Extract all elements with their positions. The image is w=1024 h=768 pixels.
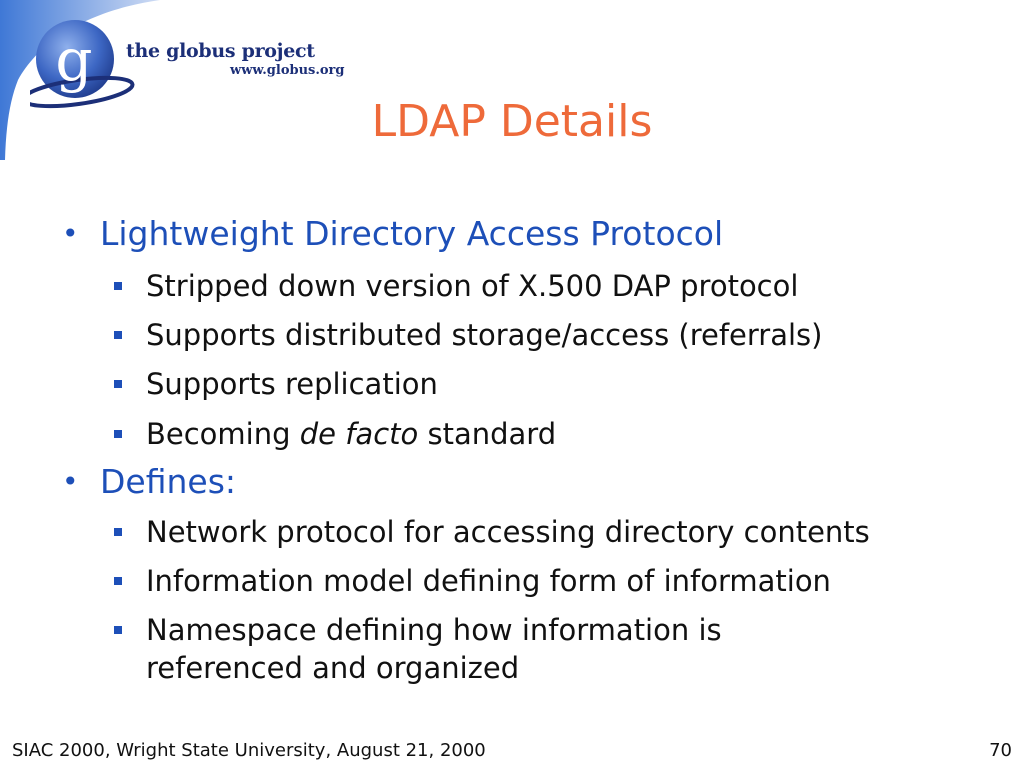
sub-bullet-text-line2: referenced and organized bbox=[146, 651, 520, 685]
sub-bullet-distributed-storage bbox=[146, 316, 822, 354]
bullet-lightweight-directory-access-protocol bbox=[62, 214, 724, 254]
sub-bullet-information-model bbox=[146, 562, 831, 600]
page-number: 70 bbox=[989, 740, 1012, 761]
round-bullet-icon: • bbox=[62, 465, 79, 498]
bullet-defines bbox=[62, 462, 237, 502]
sub-bullet-de-facto-standard bbox=[146, 415, 556, 453]
sub-bullet-text-suffix: standard bbox=[418, 417, 557, 451]
square-bullet-icon bbox=[114, 331, 122, 339]
sub-bullet-network-protocol bbox=[146, 513, 870, 551]
sub-bullet-emphasis: de facto bbox=[299, 417, 419, 451]
sub-bullet-text: Network protocol for accessing directory contents bbox=[146, 515, 870, 549]
logo-name: the globus project bbox=[126, 40, 315, 62]
sub-bullet-stripped-down bbox=[146, 267, 798, 305]
sub-bullet-text: Stripped down version of X.500 DAP protocol bbox=[146, 269, 799, 303]
square-bullet-icon bbox=[114, 430, 122, 438]
square-bullet-icon bbox=[114, 380, 122, 388]
slide-title: LDAP Details bbox=[371, 96, 653, 147]
bullet-text: Lightweight Directory Access Protocol bbox=[100, 214, 724, 253]
sub-bullet-text-prefix: Becoming bbox=[146, 417, 300, 451]
sub-bullet-namespace bbox=[146, 611, 722, 687]
logo-url: www.globus.org bbox=[230, 63, 345, 78]
square-bullet-icon bbox=[114, 626, 122, 634]
sub-bullet-text: Information model defining form of information bbox=[146, 564, 831, 598]
square-bullet-icon bbox=[114, 577, 122, 585]
round-bullet-icon: • bbox=[62, 217, 79, 250]
square-bullet-icon bbox=[114, 282, 122, 290]
sub-bullet-text: Supports replication bbox=[146, 367, 438, 401]
sub-bullet-text: Supports distributed storage/access (referrals) bbox=[146, 318, 823, 352]
square-bullet-icon bbox=[114, 528, 122, 536]
footer-event: SIAC 2000, Wright State University, August 21, 2000 bbox=[12, 740, 486, 761]
sub-bullet-replication bbox=[146, 365, 438, 403]
sub-bullet-text-line1: Namespace defining how information is bbox=[146, 613, 722, 647]
logo-glyph: g bbox=[55, 26, 93, 94]
bullet-text: Defines: bbox=[100, 462, 237, 501]
